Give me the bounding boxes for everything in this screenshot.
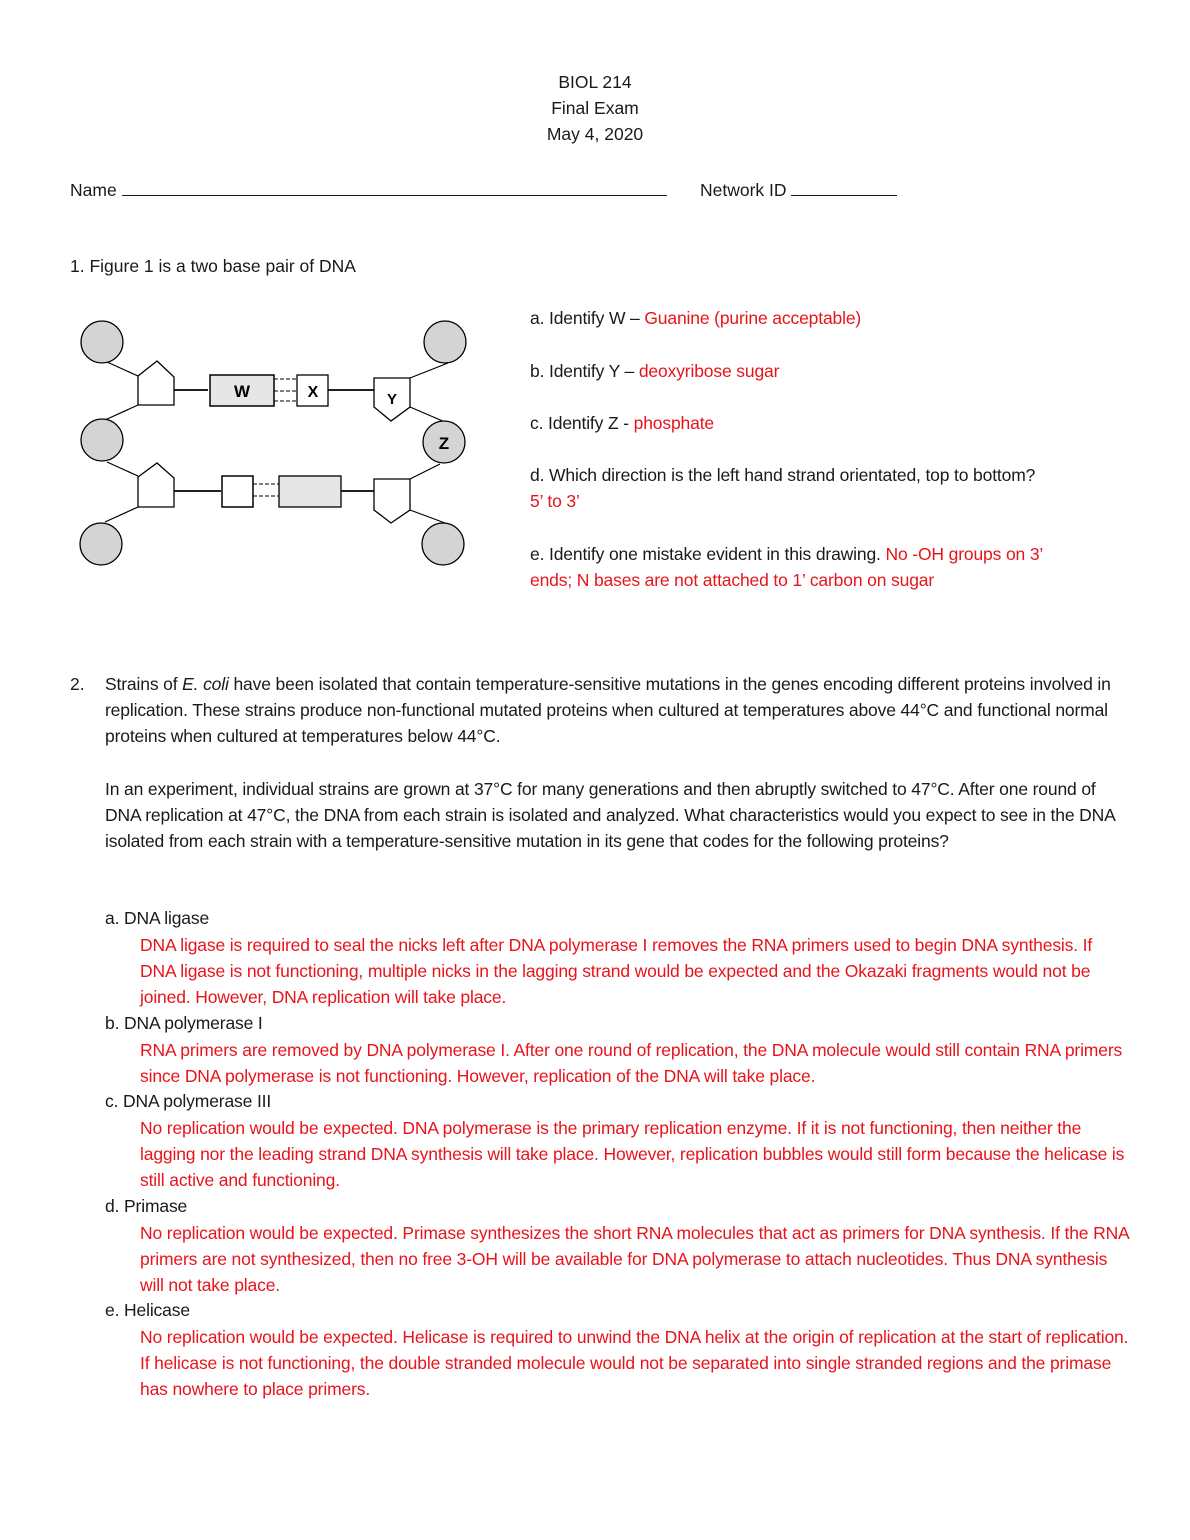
course-code: BIOL 214	[558, 72, 632, 92]
backbone-bond	[105, 507, 138, 522]
q2-part-b-answer: RNA primers are removed by DNA polymerase I. After one round of replication, the DNA molecule would still contain RNA primers since DNA polymerase is not functioning. However, replication of the DNA will take place.	[140, 1040, 1123, 1087]
q2-part-e-answer: No replication would be expected. Helicase is required to unwind the DNA helix at the origin of replication at the start of replication. If helicase is not functioning, the double stranded molecule would not be separated into single stranded regions and the primase has nowhere to place primers.	[140, 1327, 1129, 1400]
q1-part-d-answer: 5’ to 3’	[530, 491, 580, 511]
backbone-bond	[107, 462, 138, 476]
q1-part-a	[530, 308, 861, 329]
phosphate-circle	[81, 321, 123, 363]
q1-part-e-question: e. Identify one mistake evident in this drawing.	[530, 544, 886, 564]
sugar-pentagon	[138, 463, 174, 507]
q2-part-a-label: a. DNA ligase	[105, 908, 210, 928]
phosphate-circle	[81, 419, 123, 461]
q1-part-a-answer: Guanine (purine acceptable)	[644, 308, 862, 328]
q2-part-d-answer: No replication would be expected. Primase synthesizes the short RNA molecules that act as primers for DNA synthesis. If the RNA primers are not synthesized, then no free 3-OH will be available for DNA polymerase to attach nucleotides. Thus DNA synthesis will not take place.	[140, 1223, 1129, 1296]
network-id-blank[interactable]	[791, 177, 897, 196]
q2-number: 2.	[70, 674, 85, 694]
sugar-pentagon	[138, 361, 174, 405]
q1-part-c	[530, 413, 714, 434]
phosphate-circle	[422, 523, 464, 565]
q2-experiment: In an experiment, individual strains are grown at 37°C for many generations and then abruptly switched to 47°C. After one round of DNA replication at 47°C, the DNA from each strain is isolated and analyzed. What characteristics would you expect to see in the DNA isolated from each strain with a temperature-sensitive mutation in its gene that codes for the following proteins?	[105, 779, 1115, 852]
backbone-bond	[107, 362, 138, 376]
q1-part-e	[530, 544, 1043, 565]
backbone-bond	[410, 407, 445, 422]
q1-part-d-question: d. Which direction is the left hand strand orientated, top to bottom?	[530, 465, 1036, 485]
q1-part-e-answer-cont: ends; N bases are not attached to 1’ carbon on sugar	[530, 570, 935, 590]
q1-title: 1. Figure 1 is a two base pair of DNA	[70, 256, 356, 276]
q2-intro	[105, 671, 1125, 750]
q2-intro-text-cont: have been isolated that contain temperature-sensitive mutations in the genes encoding different proteins involved in replication. These strains produce non-functional mutated proteins when cultured at temperatures above 44°C and functional normal proteins when cultured at temperatures below 44°C.	[105, 674, 1111, 747]
backbone-bond	[105, 405, 138, 420]
q1-part-b-question: b. Identify Y –	[530, 361, 639, 381]
q2-part-a-answer: DNA ligase is required to seal the nicks left after DNA polymerase I removes the RNA primers used to begin DNA synthesis. If DNA ligase is not functioning, multiple nicks in the lagging strand would be expected and the Okazaki fragments would not be joined. However, DNA replication will take place.	[140, 935, 1093, 1008]
backbone-bond	[410, 464, 440, 479]
q1-part-c-question: c. Identify Z -	[530, 413, 634, 433]
exam-title: Final Exam	[551, 98, 639, 118]
purine-rect	[279, 476, 341, 507]
q2-part-c-label: c. DNA polymerase III	[105, 1091, 272, 1111]
network-id-field	[700, 177, 897, 201]
dna-figure	[60, 300, 490, 580]
q1-part-c-answer: phosphate	[633, 413, 715, 433]
q1-part-a-question: a. Identify W –	[530, 308, 645, 328]
q2-part-e-label: e. Helicase	[105, 1300, 190, 1320]
q1-part-e-answer: No -OH groups on 3’	[885, 544, 1044, 564]
q1-part-b	[530, 361, 779, 382]
backbone-bond	[410, 363, 448, 378]
label-y: Y	[386, 391, 398, 408]
q2-organism: E. coli	[182, 674, 229, 694]
backbone-bond	[410, 510, 445, 523]
label-w: W	[233, 382, 251, 401]
sugar-pentagon	[374, 479, 410, 523]
phosphate-circle	[80, 523, 122, 565]
label-z: Z	[438, 434, 450, 453]
name-blank[interactable]	[122, 177, 667, 196]
exam-date: May 4, 2020	[546, 124, 644, 144]
phosphate-circle	[424, 321, 466, 363]
q1-part-b-answer: deoxyribose sugar	[638, 361, 780, 381]
label-x: X	[307, 384, 319, 401]
q2-part-c-answer: No replication would be expected. DNA polymerase is the primary replication enzyme. If it is not functioning, then neither the lagging nor the leading strand DNA synthesis will take place. However, replication bubbles would still form because the helicase is still active and functioning.	[140, 1118, 1125, 1191]
q2-part-d-label: d. Primase	[105, 1196, 188, 1216]
q2-part-b-label: b. DNA polymerase I	[105, 1013, 263, 1033]
q2-intro-text: Strains of	[105, 674, 183, 694]
network-id-label: Network ID	[700, 180, 787, 200]
name-label: Name	[70, 180, 117, 200]
pyrimidine-rect	[222, 476, 253, 507]
name-field	[70, 177, 667, 201]
